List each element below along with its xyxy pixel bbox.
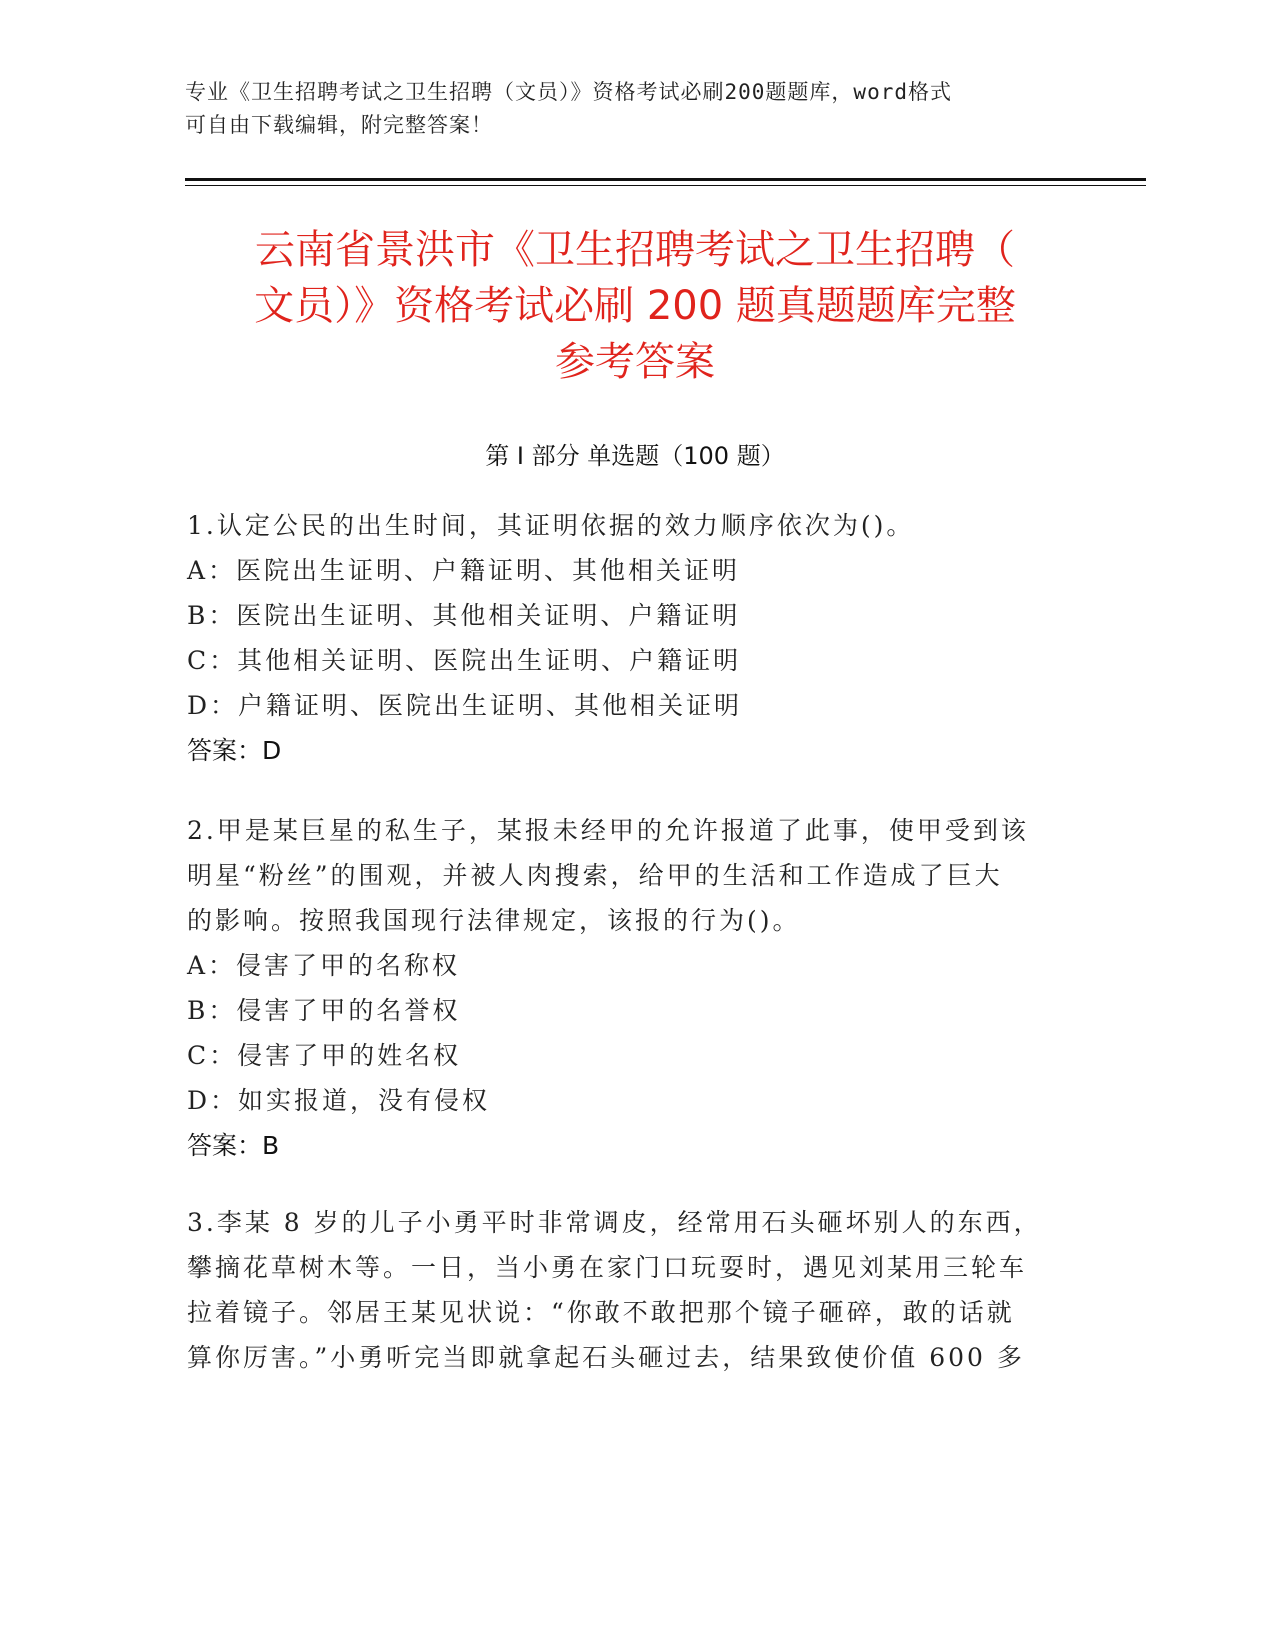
option-b: B：医院出生证明、其他相关证明、户籍证明 <box>187 601 741 630</box>
option-c: C：侵害了甲的姓名权 <box>187 1041 462 1070</box>
header-note <box>185 76 1065 142</box>
header-note-line: 可自由下载编辑，附完整答案！ <box>185 113 493 137</box>
title-line: 文员）》资格考试必刷 200 题真题题库完整 <box>254 283 1016 329</box>
title-line: 云南省景洪市《卫生招聘考试之卫生招聘（ <box>255 227 1015 273</box>
question-stem-line: 的影响。按照我国现行法律规定，该报的行为()。 <box>187 906 801 935</box>
header-note-line: 专业《卫生招聘考试之卫生招聘（文员）》资格考试必刷200题题库，word格式 <box>185 80 952 104</box>
section-heading: 第 I 部分 单选题（100 题） <box>485 442 785 470</box>
question-stem-line: 算你厉害。”小勇听完当即就拿起石头砸过去，结果致使价值 600 多 <box>187 1343 1025 1372</box>
option-a: A：侵害了甲的名称权 <box>187 951 461 980</box>
header-divider-thin <box>185 185 1146 186</box>
header-divider-thick <box>185 178 1146 181</box>
question-1 <box>187 503 1057 773</box>
question-stem-line: 明星“粉丝”的围观，并被人肉搜索，给甲的生活和工作造成了巨大 <box>187 861 1003 890</box>
document-title <box>185 222 1085 390</box>
question-2 <box>187 808 1057 1168</box>
title-line: 参考答案 <box>555 339 715 385</box>
question-stem-line: 攀摘花草树木等。一日，当小勇在家门口玩耍时，遇见刘某用三轮车 <box>187 1253 1028 1282</box>
option-b: B：侵害了甲的名誉权 <box>187 996 461 1025</box>
answer-line: 答案：B <box>187 1131 280 1160</box>
question-stem-line: 2.甲是某巨星的私生子，某报未经甲的允许报道了此事，使甲受到该 <box>187 816 1029 845</box>
option-d: D：如实报道，没有侵权 <box>187 1086 491 1115</box>
option-a: A：医院出生证明、户籍证明、其他相关证明 <box>187 556 741 585</box>
answer-line: 答案：D <box>187 736 282 765</box>
question-3 <box>187 1200 1057 1380</box>
question-stem: 1.认定公民的出生时间，其证明依据的效力顺序依次为()。 <box>187 511 915 540</box>
question-stem-line: 拉着镜子。邻居王某见状说：“你敢不敢把那个镜子砸碎，敢的话就 <box>187 1298 1015 1327</box>
option-c: C：其他相关证明、医院出生证明、户籍证明 <box>187 646 742 675</box>
option-d: D：户籍证明、医院出生证明、其他相关证明 <box>187 691 743 720</box>
question-stem-line: 3.李某 8 岁的儿子小勇平时非常调皮，经常用石头砸坏别人的东西， <box>187 1208 1042 1237</box>
